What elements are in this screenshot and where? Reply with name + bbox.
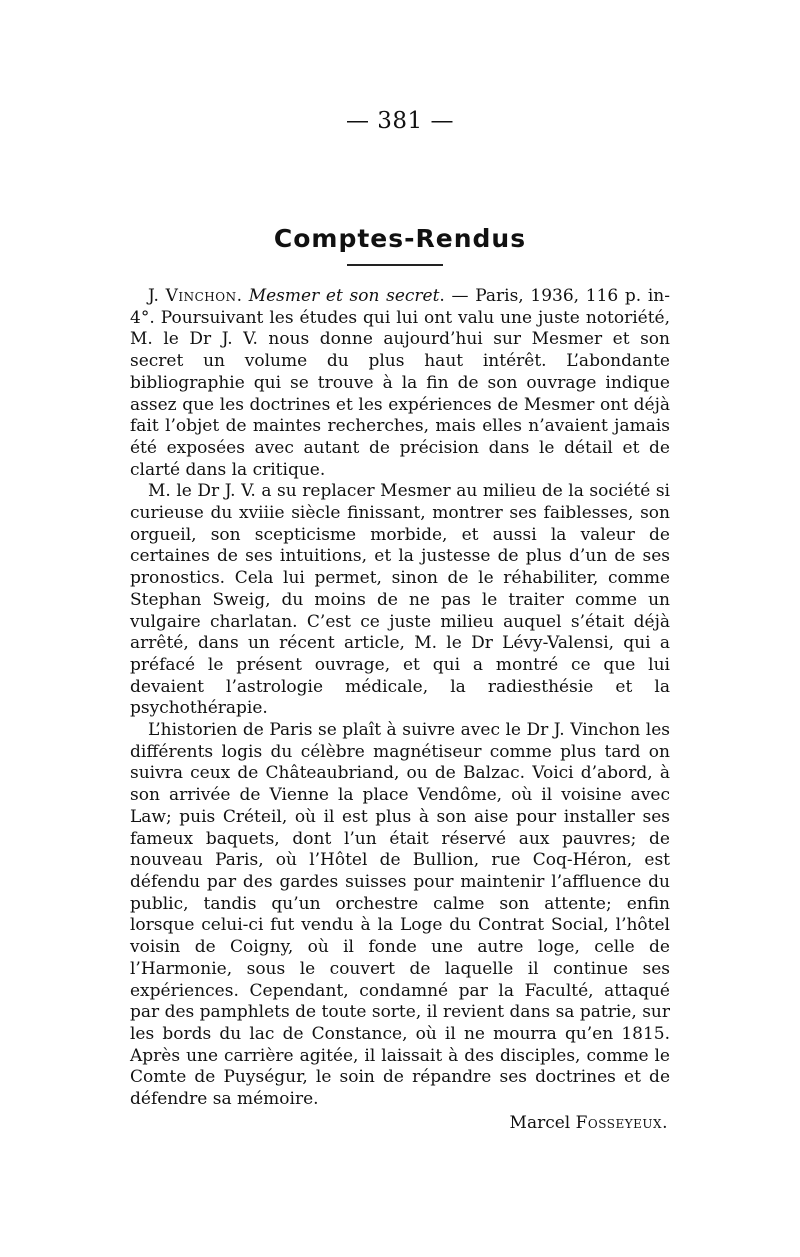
paragraph-1-text: Poursuivant les études qui lui ont valu une juste notoriété, M. le Dr J. V. nous donne aujourd’hui sur Mesmer et son secret un volume du plus haut intérêt. L’abondante bibliographie qui se trouve à la fin de son ouvrage indique assez que les doctrines et les expériences de Mesmer ont déjà fait l’objet de maintes recherches, mais elles n’avaient jamais été exposées avec autant de précision dans le détail et de clarté dans la critique. <box>130 307 670 480</box>
signature-surname: Fosseyeux. <box>575 1112 668 1133</box>
review-signature <box>130 1113 670 1135</box>
signature-first-name: Marcel <box>509 1112 576 1133</box>
reference-author-initial: J. <box>148 286 166 306</box>
review-body <box>130 286 670 1134</box>
paragraph-3: L’historien de Paris se plaît à suivre avec le Dr J. Vinchon les différents logis du célèbre magnétiseur comme plus tard on suivra ceux de Châteaubriand, ou de Balzac. Voici d’abord, à son arrivée de Vienne la place Vendôme, où il voisine avec Law; puis Créteil, où il est plus à son aise pour installer ses fameux baquets, dont l’un était réservé aux pauvres; de nouveau Paris, où l’Hôtel de Bullion, rue Coq-Héron, est défendu par des gardes suisses pour maintenir l’affluence du public, tandis qu’un orchestre calme son attente; enfin lorsque celui-ci fut vendu à la Loge du Contrat Social, l’hôtel voisin de Coigny, où il fonde une autre loge, celle de l’Harmonie, sous le couvert de laquelle il continue ses expériences. Cependant, condamné par la Faculté, attaqué par des pamphlets de toute sorte, il revient dans sa patrie, sur les bords du lac de Constance, où il ne mourra qu’en 1815. Après une carrière agitée, il laissait à des disciples, comme le Comte de Puységur, le soin de répandre ses doctrines et de défendre sa mémoire. <box>130 720 670 1110</box>
paragraph-2: M. le Dr J. V. a su replacer Mesmer au milieu de la société si curieuse du xviiie siècle finissant, montrer ses faiblesses, son orgueil, son scepticisme morbide, et aussi la valeur de certaines de ses intuitions, et la justesse de plus d’un de ses pronostics. Cela lui permet, sinon de le réhabiliter, comme Stephan Sweig, du moins de ne pas le traiter comme un vulgaire charlatan. C’est ce juste milieu auquel s’était déjà arrêté, dans un récent article, M. le Dr Lévy-Valensi, qui a préfacé le présent ouvrage, et qui a montré ce que lui devaient l’astrologie médicale, la radiesthésie et la psychothérapie. <box>130 481 670 719</box>
page-number: — 381 — <box>345 108 455 134</box>
reference-publication: . — Paris, 1936, 116 p. in-4°. <box>130 286 671 328</box>
reference-separator: . <box>236 286 249 306</box>
reference-author-surname: Vinchon <box>165 286 237 306</box>
review-reference-paragraph <box>130 286 670 481</box>
title-divider <box>347 264 443 266</box>
reference-book-title: Mesmer et son secret <box>248 286 440 306</box>
section-title: Comptes-Rendus <box>273 224 527 253</box>
